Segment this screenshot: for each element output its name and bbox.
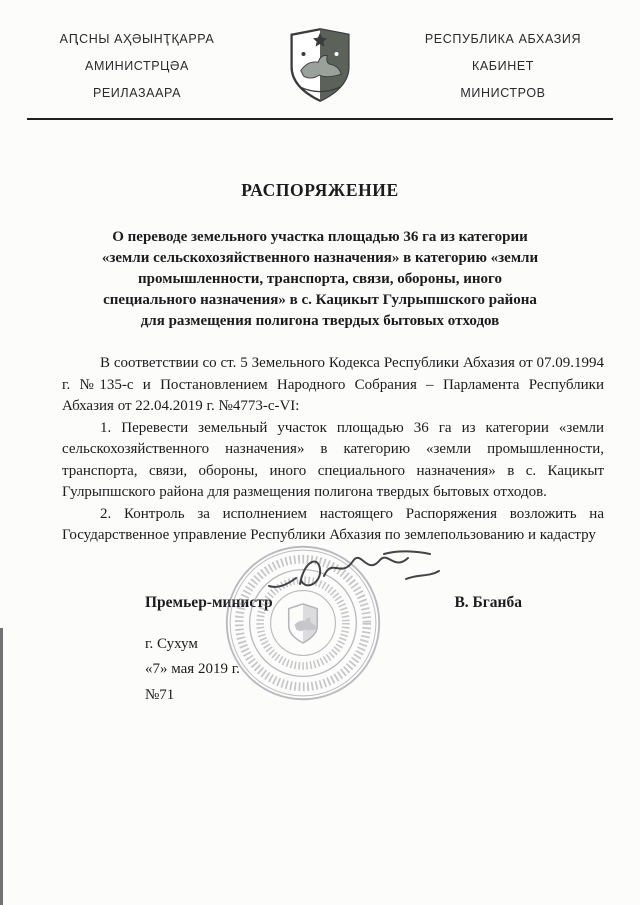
document-title: РАСПОРЯЖЕНИЕ	[241, 180, 399, 200]
document-subject: О переводе земельного участка площадью 36 га из категории «земли сельскохозяйственного назначения» в категорию «земли промышленности, транспорта, связи, обороны, иного специального назначения» в с. Кацикыт Гулрыпшского района для размещения полигона твердых бытовых отходов	[101, 229, 539, 329]
coat-of-arms-icon	[287, 26, 353, 104]
signatory-position: Премьер-министр	[145, 593, 273, 611]
header-divider	[27, 118, 613, 120]
letterhead-left-line: АԤСНЫ АҲӘЫНҬҚАРРА	[59, 32, 215, 46]
paragraph: В соответствии со ст. 5 Земельного Кодекса Республики Абхазия от 07.09.1994 г. №135-с и Постановлением Народного Собрания – Парламента Республики Абхазия от 22.04.2019 г. №4773-с-VI:	[62, 355, 604, 414]
footer-city: г. Сухум	[145, 635, 198, 652]
letterhead-left-line: АМИНИСТРЦӘА	[85, 59, 189, 73]
letterhead-right	[366, 26, 640, 107]
scan-edge-artifact	[0, 628, 3, 905]
emblem-container	[274, 26, 366, 104]
signature-row	[62, 594, 640, 612]
footer-number: №71	[145, 686, 175, 703]
letterhead-right-line: КАБИНЕТ	[471, 59, 534, 73]
paragraph: 2. Контроль за исполнением настоящего Распоряжения возложить на Государственное управление Республики Абхазия по землепользованию и кадастру	[62, 505, 604, 543]
letterhead	[0, 0, 640, 107]
document-body	[62, 353, 604, 547]
letterhead-left	[0, 26, 274, 107]
footer-date: «7» мая 2019 г.	[145, 661, 240, 677]
letterhead-right-line: МИНИСТРОВ	[460, 86, 546, 100]
signatory-name: В. Бганба	[454, 593, 522, 611]
document-footer	[145, 632, 640, 709]
letterhead-right-line: РЕСПУБЛИКА АБХАЗИЯ	[424, 32, 582, 46]
letterhead-left-line: РЕИЛАЗААРА	[92, 86, 182, 100]
paragraph: 1. Перевести земельный участок площадью 36 га из категории «земли сельскохозяйственного назначения» в категорию «земли промышленности, транспорта, связи, обороны, иного специального назначения» в с. Кацикыт Гулрыпшского района для размещения полигона твердых бытовых отходов.	[62, 419, 604, 500]
